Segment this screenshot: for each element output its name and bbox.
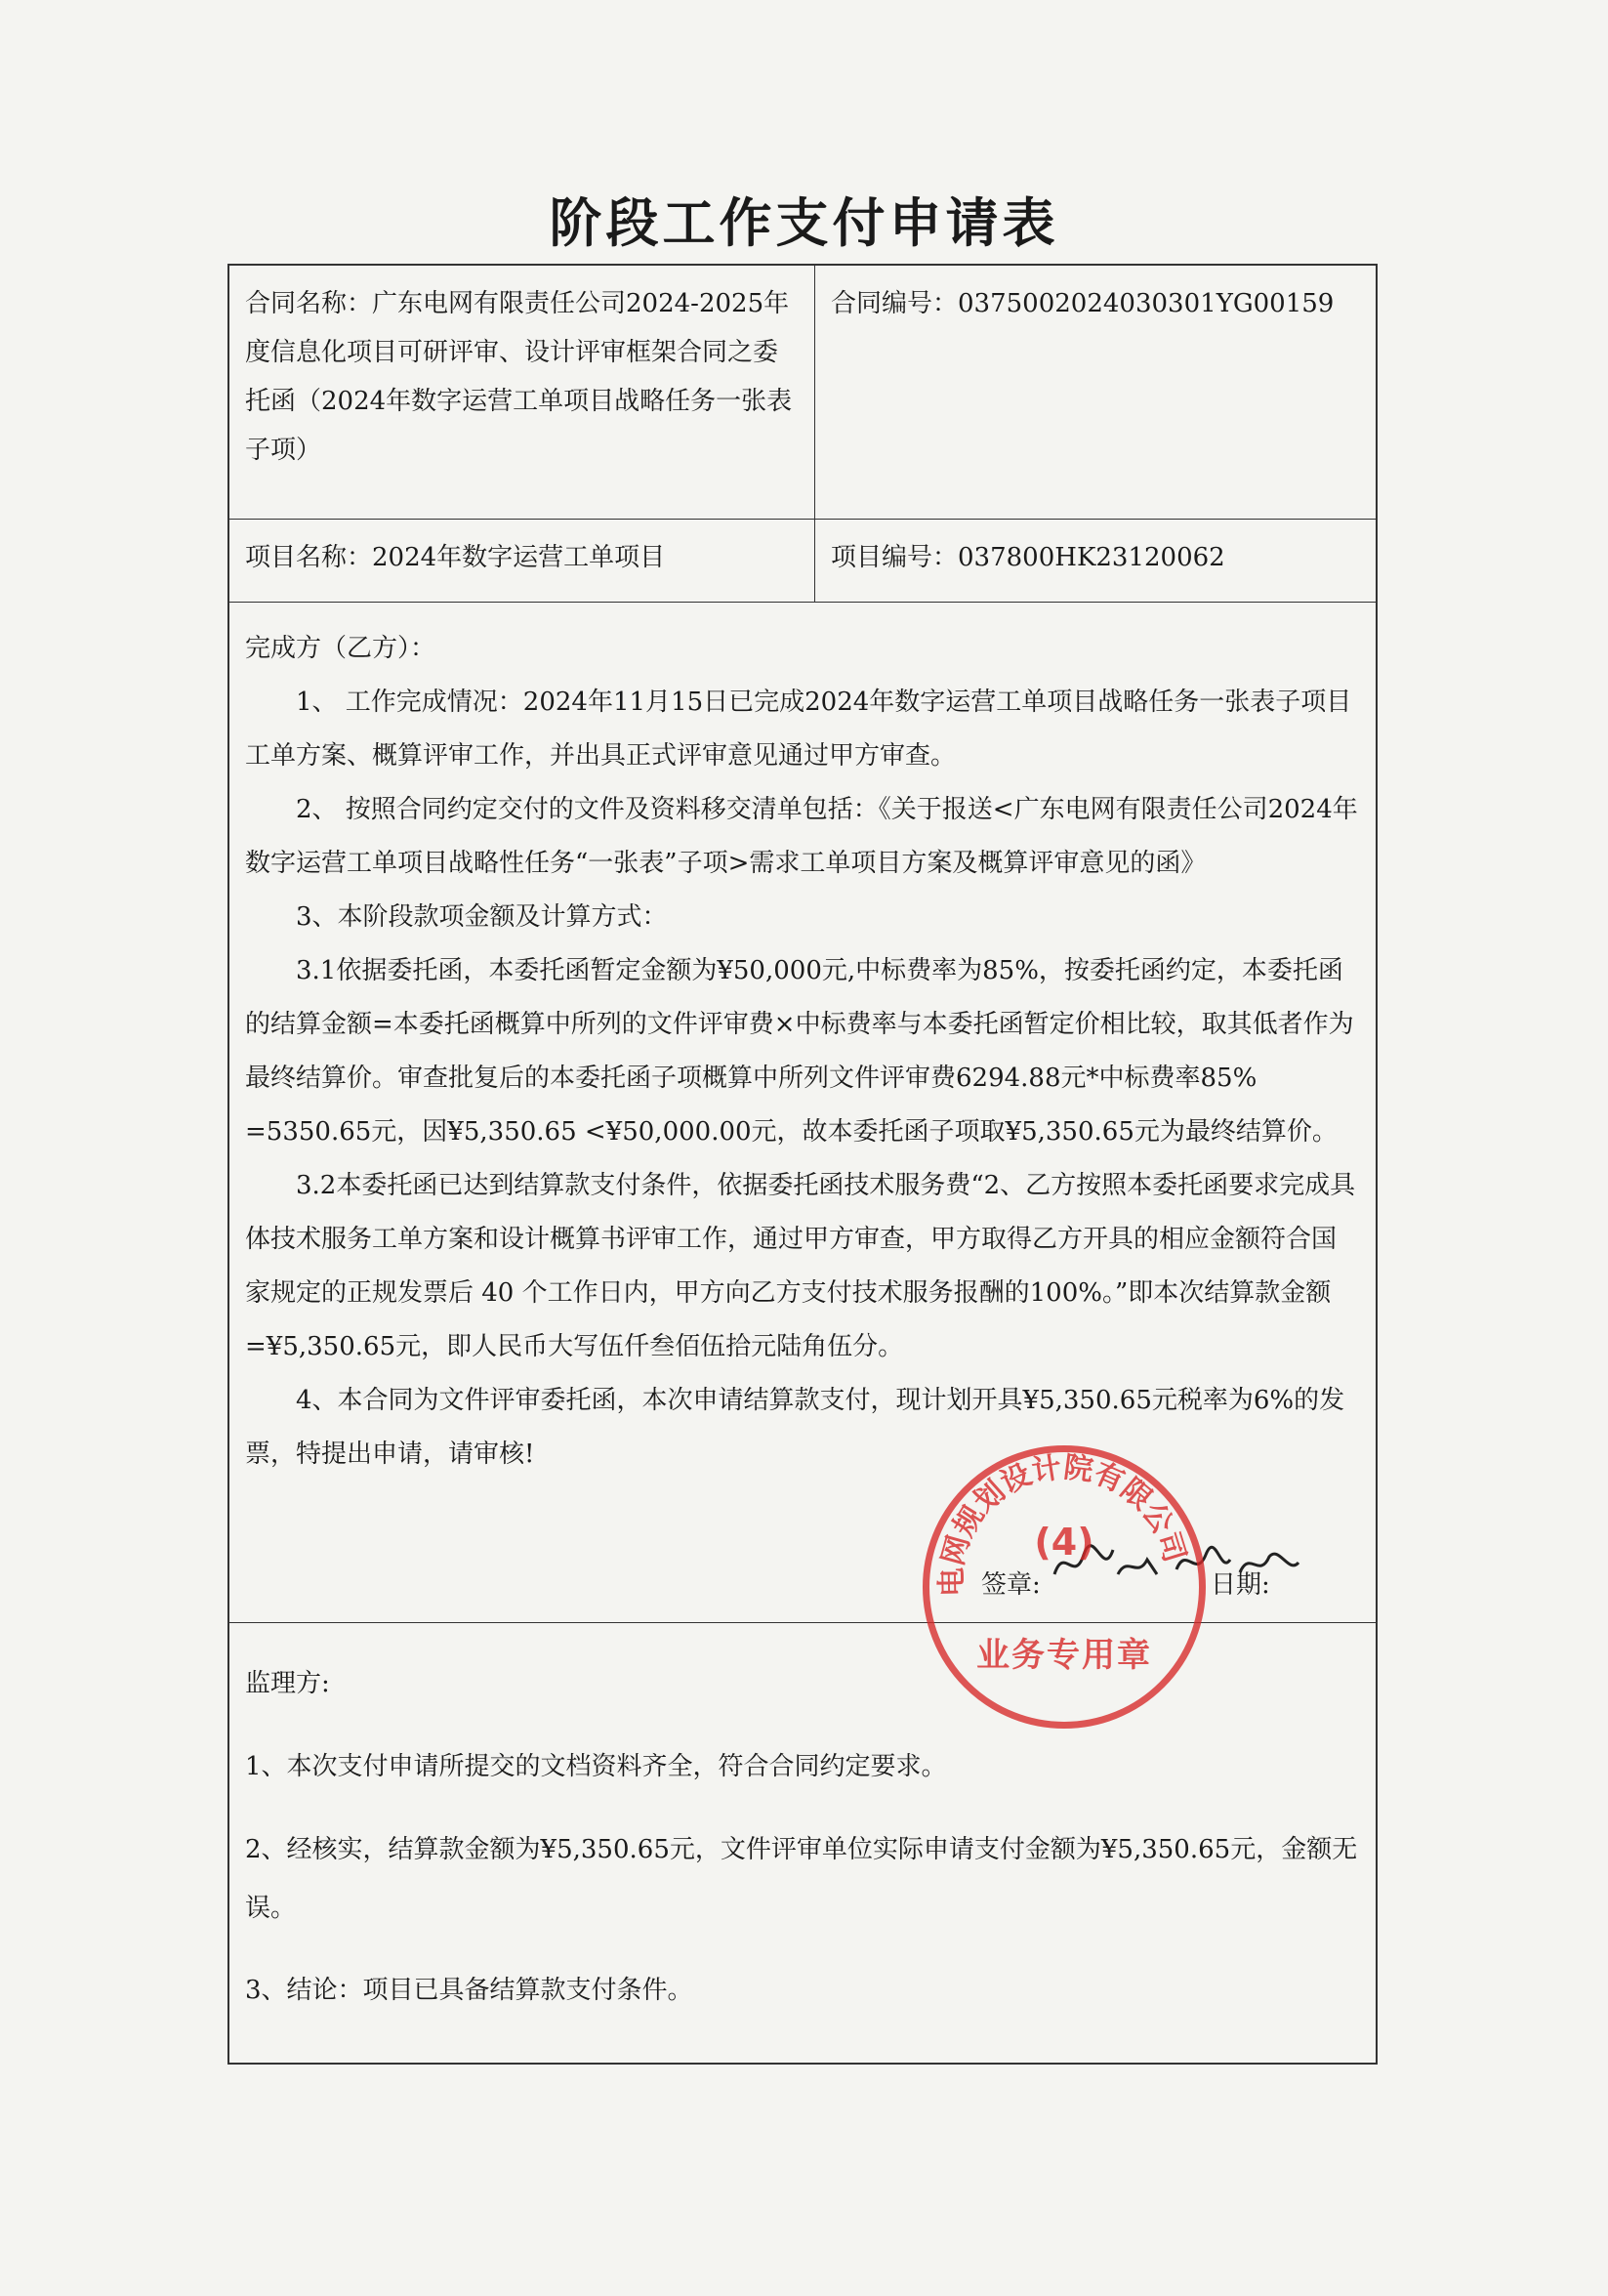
page-title: 阶段工作支付申请表 bbox=[549, 192, 1059, 254]
supervisor-item-1: 1、本次支付申请所提交的文档资料齐全，符合合同约定要求。 bbox=[245, 1752, 947, 1781]
contract-name-cell bbox=[229, 266, 815, 519]
project-row bbox=[229, 520, 1376, 603]
company-seal bbox=[923, 1445, 1206, 1729]
supervisor-item-3: 3、结论：项目已具备结算款支付条件。 bbox=[245, 1976, 693, 2005]
contract-row bbox=[229, 266, 1376, 520]
completion-body bbox=[245, 622, 1360, 1482]
project-name-cell bbox=[229, 520, 815, 602]
contract-number-cell bbox=[815, 266, 1376, 519]
contract-name-label: 合同名称： bbox=[245, 289, 373, 318]
project-name-label: 项目名称： bbox=[245, 543, 373, 572]
completion-item-4: 4、本合同为文件评审委托函，本次申请结算款支付，现计划开具¥5,350.65元税率为6%的发票，特提出申请，请审核! bbox=[245, 1386, 1345, 1469]
sign-label: 签章: bbox=[981, 1570, 1041, 1600]
contract-number-value: 0375002024030301YG00159 bbox=[958, 289, 1335, 318]
completion-heading: 完成方（乙方）： bbox=[245, 634, 436, 663]
seal-arc-text: 电网规划设计院有限公司 bbox=[934, 1450, 1192, 1598]
project-name-value: 2024年数字运营工单项目 bbox=[372, 543, 666, 572]
completion-item-2: 2、 按照合同约定交付的文件及资料移交清单包括：《关于报送<广东电网有限责任公司2024年数字运营工单项目战略性任务“一张表”子项>需求工单项目方案及概算评审意见的函》 bbox=[245, 795, 1358, 878]
project-number-cell bbox=[815, 520, 1376, 602]
seal-arc bbox=[923, 1445, 1206, 1729]
completion-item-3: 3、本阶段款项金额及计算方式： bbox=[296, 902, 668, 932]
supervisor-heading: 监理方: bbox=[245, 1669, 330, 1698]
supervisor-item-2: 2、经核实，结算款金额为¥5,350.65元，文件评审单位实际申请支付金额为¥5,350.65元，金额无误。 bbox=[245, 1835, 1358, 1923]
seal-label: 业务专用章 bbox=[976, 1636, 1152, 1675]
completion-item-1: 1、 工作完成情况：2024年11月15日已完成2024年数字运营工单项目战略任务一张表子项目工单方案、概算评审工作，并出具正式评审意见通过甲方审查。 bbox=[245, 688, 1352, 771]
contract-name-value: 广东电网有限责任公司2024-2025年度信息化项目可研评审、设计评审框架合同之委托函（2024年数字运营工单项目战略任务一张表子项） bbox=[245, 289, 793, 465]
project-number-label: 项目编号： bbox=[831, 543, 959, 572]
payment-application-form bbox=[227, 264, 1378, 2065]
completion-item-3-2: 3.2本委托函已达到结算款支付条件，依据委托函技术服务费“2、乙方按照本委托函要求完成具体技术服务工单方案和设计概算书评审工作，通过甲方审查，甲方取得乙方开具的相应金额符合国家规定的正规发票后 40 个工作日内，甲方向乙方支付技术服务报酬的100%。”即本次结算款金额 =¥5,350.65元，即人民币大写伍仟叁佰伍拾元陆角伍分。 bbox=[245, 1171, 1356, 1361]
project-number-value: 037800HK23120062 bbox=[958, 543, 1225, 572]
contract-number-label: 合同编号： bbox=[831, 289, 959, 318]
seal-number: (4) bbox=[1034, 1521, 1094, 1564]
date-label: 日期: bbox=[1211, 1570, 1270, 1600]
completion-item-3-1: 3.1依据委托函，本委托函暂定金额为¥50,000元,中标费率为85%，按委托函约定，本委托函的结算金额=本委托函概算中所列的文件评审费×中标费率与本委托函暂定价相比较，取其低者作为最终结算价。审查批复后的本委托函子项概算中所列文件评审费6294.88元*中标费率85% =5350.65元，因¥5,350.65 <¥50,000.00元，故本委托函子项取¥5,350.65元为最终结算价。 bbox=[245, 956, 1354, 1147]
